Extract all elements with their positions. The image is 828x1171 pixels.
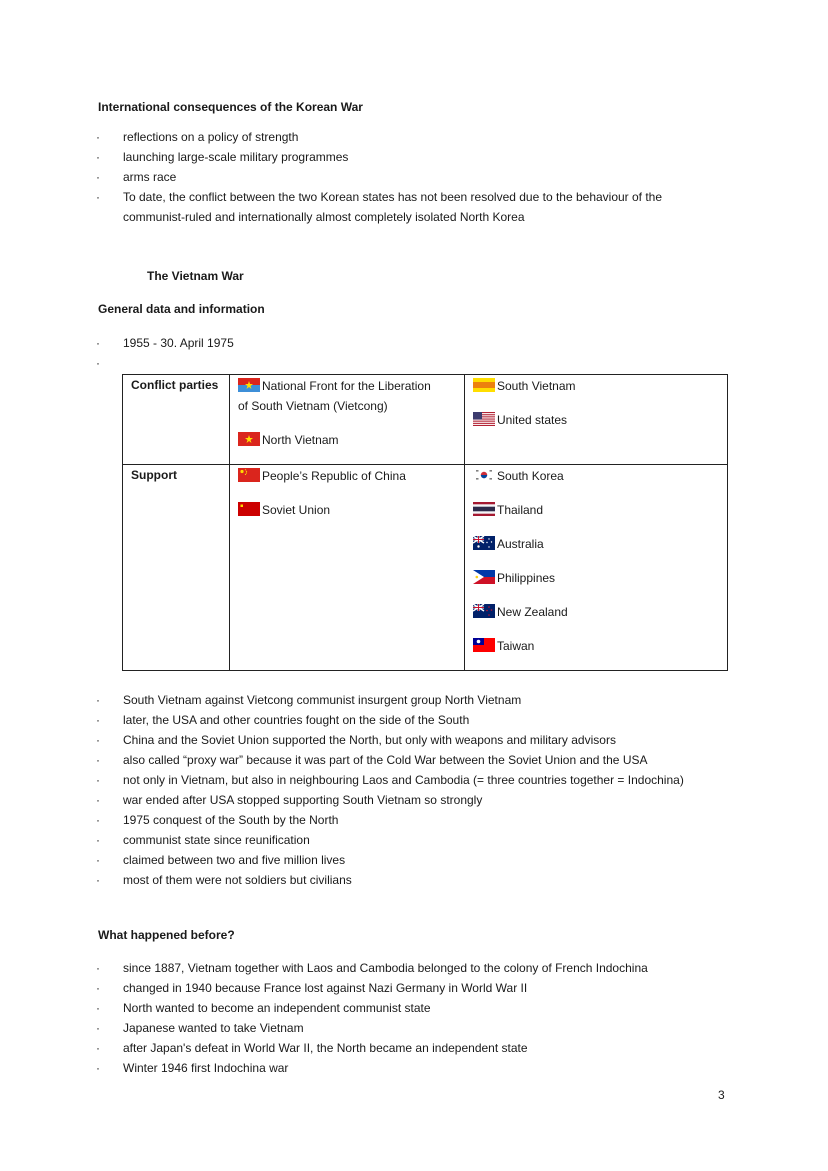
philippines-flag-icon <box>473 570 495 584</box>
korean-war-consequences-list <box>96 127 736 227</box>
north-side-parties-cell <box>230 375 465 465</box>
list-item: · launching large-scale military programmes <box>96 147 736 167</box>
north-vietnam-entry <box>230 430 464 450</box>
south-side-support-cell <box>465 465 728 671</box>
usa-flag-icon <box>473 412 495 426</box>
vietnam-war-facts-list <box>96 690 756 890</box>
list-item: · claimed between two and five million lives <box>96 850 756 870</box>
list-item: · Japanese wanted to take Vietnam <box>96 1018 756 1038</box>
list-item-dates: · 1955 - 30. April 1975 <box>96 333 736 353</box>
philippines-entry <box>465 568 727 588</box>
list-item: · also called “proxy war” because it was part of the Cold War between the Soviet Union and the USA <box>96 750 756 770</box>
list-item: · 1975 conquest of the South by the North <box>96 810 756 830</box>
list-item: · changed in 1940 because France lost against Nazi Germany in World War II <box>96 978 756 998</box>
china-entry <box>230 466 464 486</box>
soviet-union-flag-icon <box>238 502 260 516</box>
soviet-union-label: Soviet Union <box>262 503 331 517</box>
list-item: · China and the Soviet Union supported the North, but only with weapons and military advisors <box>96 730 756 750</box>
what-happened-before-heading: What happened before? <box>98 928 235 942</box>
table-row-support <box>123 465 728 671</box>
china-flag-icon <box>238 468 260 482</box>
australia-label: Australia <box>497 537 544 551</box>
support-label: Support <box>123 465 230 671</box>
south-side-parties-cell <box>465 375 728 465</box>
list-item-continuation: communist-ruled and internationally almost completely isolated North Korea <box>123 210 525 224</box>
list-item: · since 1887, Vietnam together with Laos and Cambodia belonged to the colony of French Indochina <box>96 958 756 978</box>
south-korea-entry <box>465 466 727 486</box>
south-vietnam-entry <box>465 376 727 396</box>
united-states-label: United states <box>497 413 568 427</box>
united-states-entry <box>465 410 727 430</box>
vietcong-label-line2: of South Vietnam (Vietcong) <box>238 399 388 413</box>
china-label: People’s Republic of China <box>262 469 406 483</box>
vietnam-war-title: The Vietnam War <box>147 269 244 283</box>
australia-flag-icon <box>473 536 495 550</box>
soviet-union-entry <box>230 500 464 520</box>
philippines-label: Philippines <box>497 571 556 585</box>
taiwan-flag-icon <box>473 638 495 652</box>
list-item: · war ended after USA stopped supporting South Vietnam so strongly <box>96 790 756 810</box>
thailand-flag-icon <box>473 502 495 516</box>
australia-entry <box>465 534 727 554</box>
taiwan-label: Taiwan <box>497 639 535 653</box>
vietcong-label-line1: National Front for the Liberation <box>262 379 431 393</box>
south-korea-label: South Korea <box>497 469 564 483</box>
list-item: · North wanted to become an independent communist state <box>96 998 756 1018</box>
list-item: · later, the USA and other countries fought on the side of the South <box>96 710 756 730</box>
thailand-label: Thailand <box>497 503 544 517</box>
thailand-entry <box>465 500 727 520</box>
new-zealand-entry <box>465 602 727 622</box>
south-vietnam-label: South Vietnam <box>497 379 576 393</box>
north-vietnam-label: North Vietnam <box>262 433 339 447</box>
north-vietnam-flag-icon <box>238 432 260 446</box>
list-item: · after Japan's defeat in World War II, the North became an independent state <box>96 1038 756 1058</box>
taiwan-entry <box>465 636 727 656</box>
vietnam-dates-list <box>96 333 736 353</box>
list-item: · Winter 1946 first Indochina war <box>96 1058 756 1078</box>
new-zealand-flag-icon <box>473 604 495 618</box>
what-happened-before-list <box>96 958 756 1078</box>
north-side-support-cell <box>230 465 465 671</box>
list-item: · communist state since reunification <box>96 830 756 850</box>
vietcong-entry <box>230 376 464 396</box>
list-item: · To date, the conflict between the two Korean states has not been resolved due to the behaviour of the <box>96 187 736 207</box>
list-item: · not only in Vietnam, but also in neighbouring Laos and Cambodia (= three countries together = Indochina) <box>96 770 756 790</box>
page-number: 3 <box>718 1088 725 1102</box>
new-zealand-label: New Zealand <box>497 605 568 619</box>
conflict-table <box>122 374 728 671</box>
section-heading-korean-war-consequences: International consequences of the Korean War <box>98 100 363 114</box>
vietcong-flag-icon <box>238 378 260 392</box>
south-vietnam-flag-icon <box>473 378 495 392</box>
table-row-conflict-parties <box>123 375 728 465</box>
list-item: · arms race <box>96 167 736 187</box>
list-item: · reflections on a policy of strength <box>96 127 736 147</box>
general-data-heading: General data and information <box>98 302 265 316</box>
conflict-parties-label: Conflict parties <box>123 375 230 465</box>
list-item: · most of them were not soldiers but civilians <box>96 870 756 890</box>
list-item: · South Vietnam against Vietcong communist insurgent group North Vietnam <box>96 690 756 710</box>
south-korea-flag-icon <box>473 468 495 482</box>
